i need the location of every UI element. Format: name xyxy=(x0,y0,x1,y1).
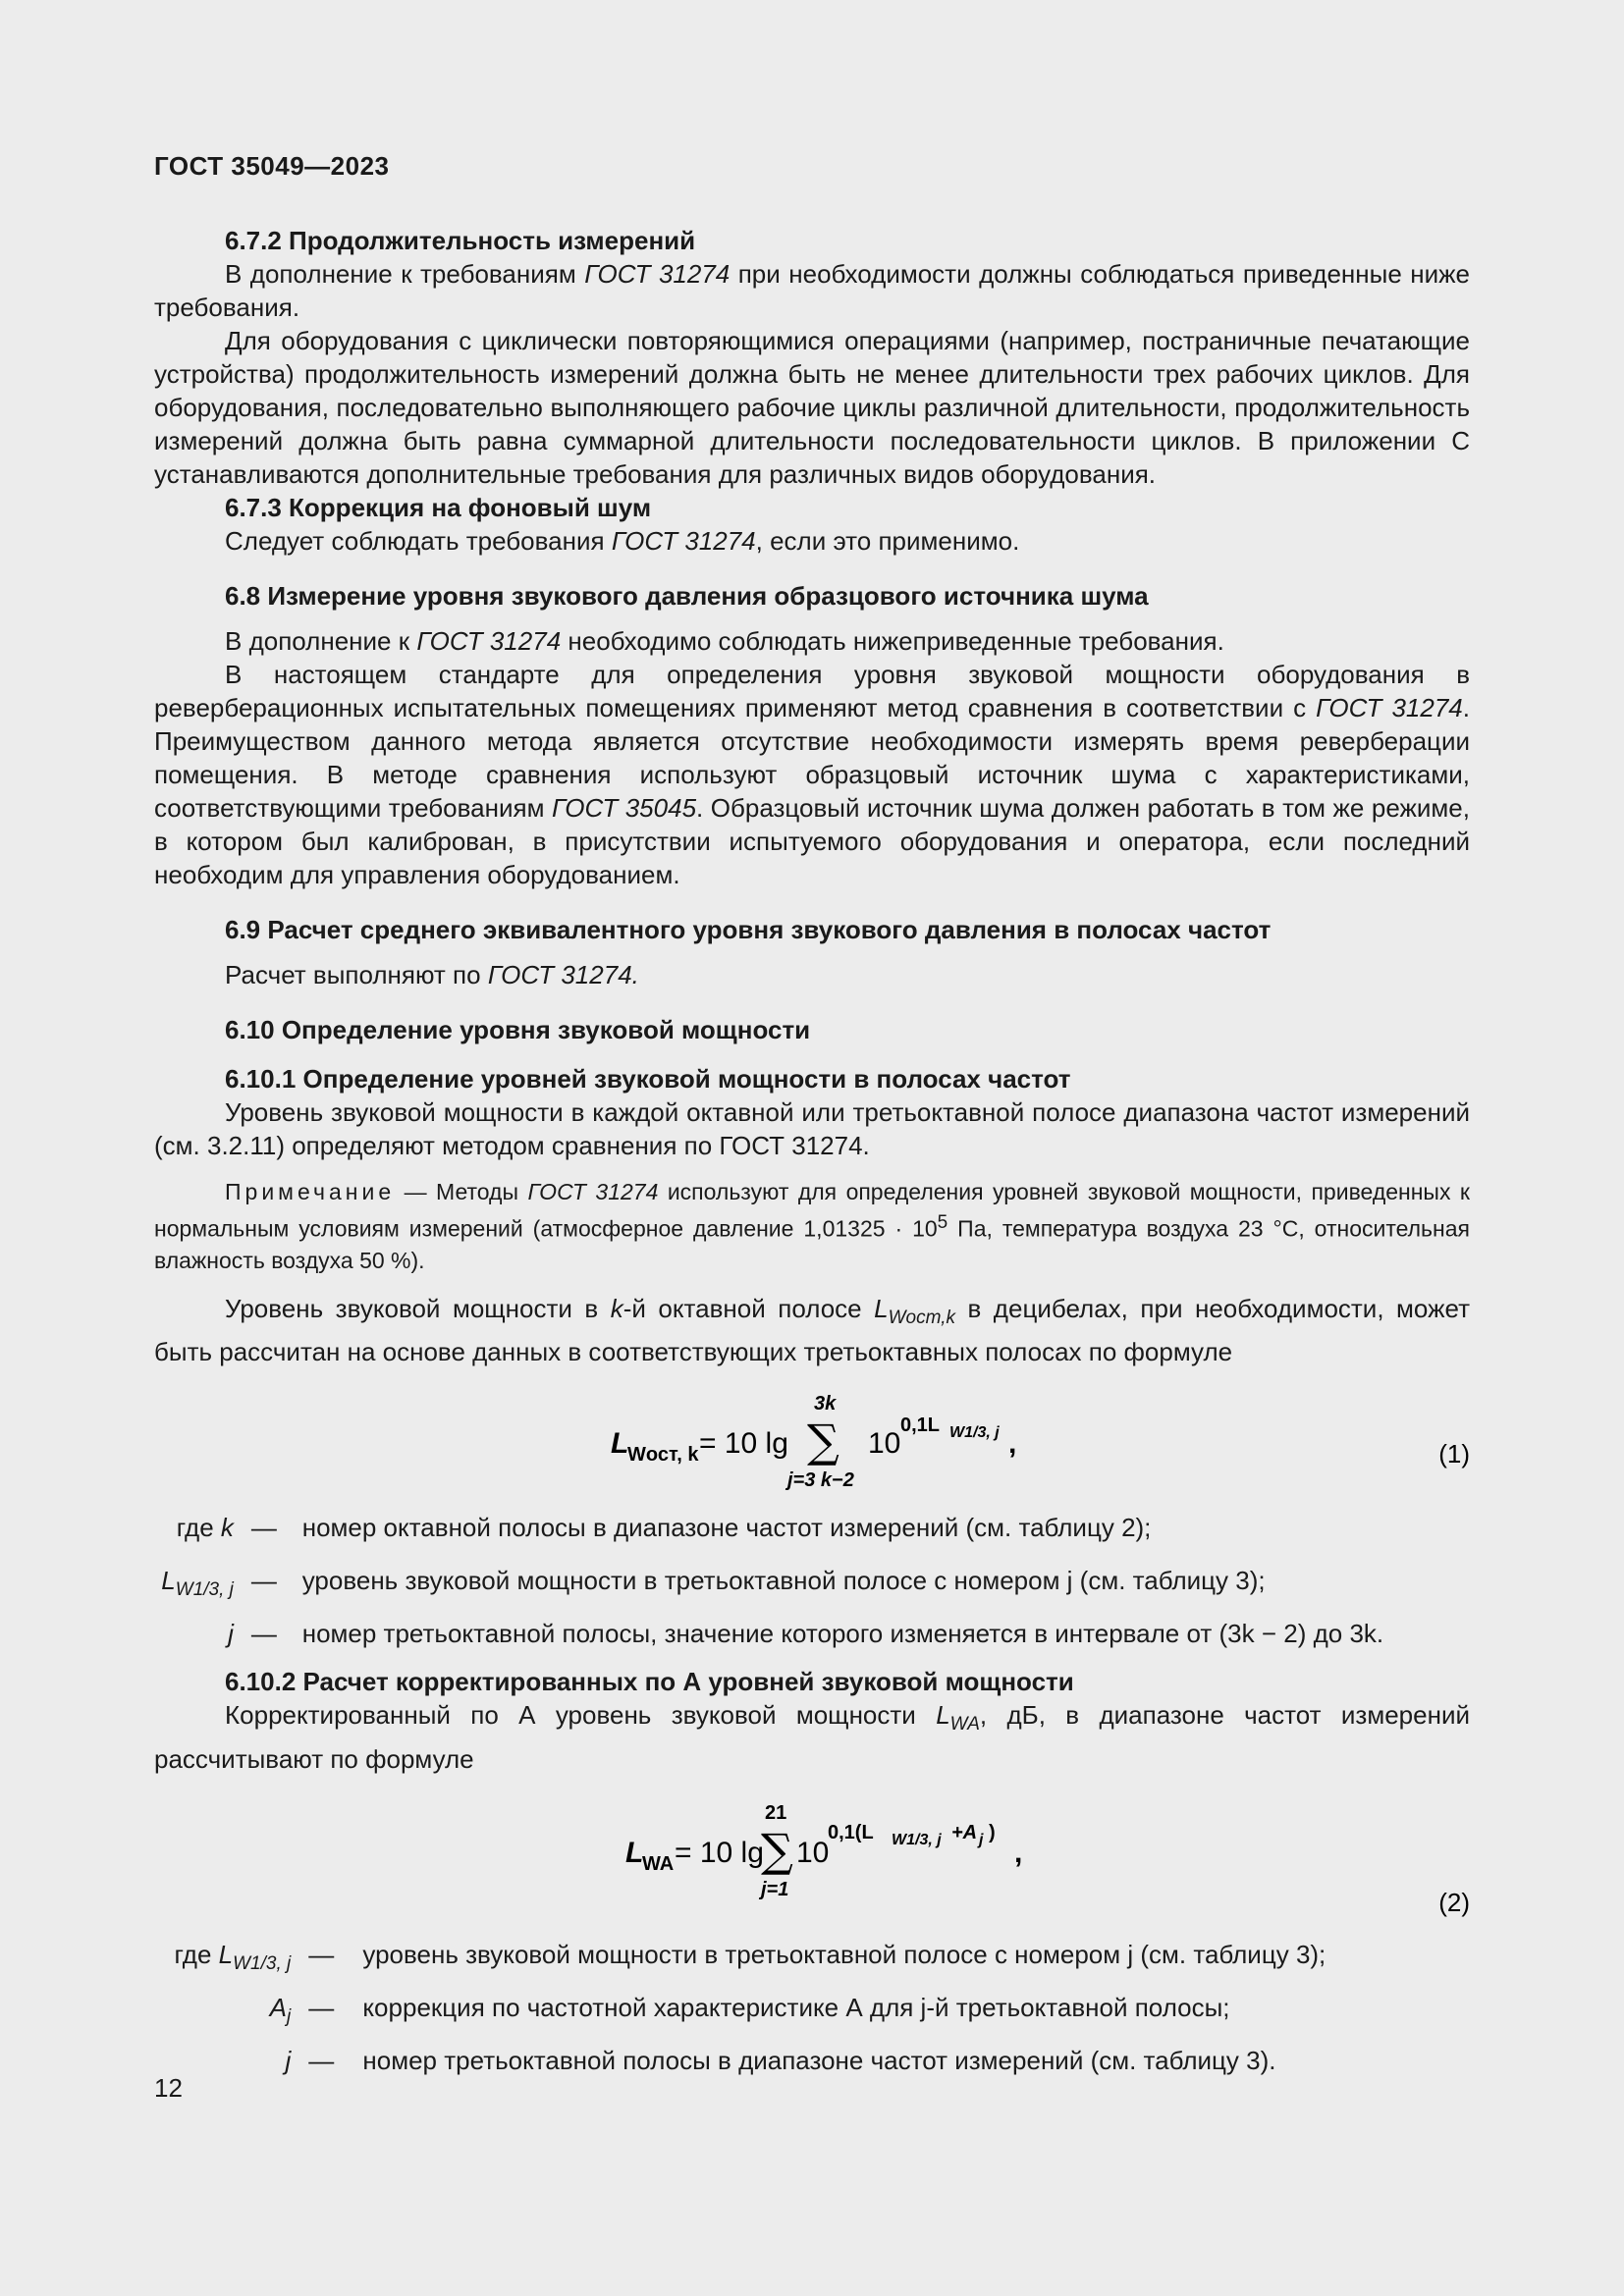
paragraph: В дополнение к ГОСТ 31274 необходимо соблюдать нижеприведенные требования. xyxy=(225,626,1224,656)
definition-dash: — xyxy=(250,1566,277,1596)
standard-reference: ГОСТ 31274. xyxy=(487,960,639,989)
definition-text: номер третьоктавной полосы, значение которого изменяется в интервале от (3k − 2) до 3k. xyxy=(301,1619,1384,1649)
formula-base: 10 xyxy=(796,1836,830,1869)
formula-lhs-symbol: L xyxy=(611,1426,629,1460)
definition-dash: — xyxy=(308,2045,335,2075)
formula-exponent-subscript: W1/3, j xyxy=(892,1831,942,1848)
formula-equals: = 10 lg xyxy=(699,1426,788,1460)
formula-exponent-correction-subscript: j xyxy=(979,1831,984,1848)
heading-6-7-2: 6.7.2 Продолжительность измерений xyxy=(225,226,696,255)
definition-row xyxy=(154,1986,1470,2039)
definition-text: уровень звуковой мощности в третьоктавной полосе с номером j (см. таблицу 3); xyxy=(301,1566,1266,1596)
formula-number: (1) xyxy=(1438,1438,1470,1468)
paragraph: В дополнение к требованиям ГОСТ 31274 при необходимости должны соблюдаться приведенные ниже требования. xyxy=(154,259,1470,322)
definition-text: номер октавной полосы в диапазоне частот измерений (см. таблицу 2); xyxy=(301,1512,1152,1542)
formula-exponent-paren: ) xyxy=(989,1821,996,1843)
definition-dash: — xyxy=(308,1992,335,2022)
definition-dash: — xyxy=(250,1619,277,1649)
sum-lower-limit: j=3 k−2 xyxy=(787,1468,854,1491)
sum-symbol: ∑ xyxy=(761,1823,793,1877)
formula-2 xyxy=(154,1786,1470,1923)
formula-exponent: 0,1(L xyxy=(828,1821,874,1843)
heading-6-10: 6.10 Определение уровня звуковой мощности xyxy=(225,1015,811,1044)
definition-symbol: j xyxy=(228,1619,234,1649)
standard-reference: ГОСТ 31274 xyxy=(611,526,756,556)
sum-upper-limit: 21 xyxy=(765,1801,787,1824)
page-number: 12 xyxy=(154,2073,183,2103)
definition-row xyxy=(154,2039,1470,2092)
definition-symbol: где k xyxy=(176,1512,234,1542)
formula-1-graphic xyxy=(154,1378,1470,1496)
formula-comma: , xyxy=(1008,1426,1017,1460)
formula-exponent-correction: +A xyxy=(951,1821,978,1843)
note-label: Примечание xyxy=(225,1179,396,1204)
formula-lhs-subscript: Wост, k xyxy=(627,1443,699,1466)
standard-reference: ГОСТ 35045 xyxy=(551,793,697,823)
paragraph: Уровень звуковой мощности в k-й октавной полосе $L_{Wост,k}$ в децибелах, при необходимости, может быть рассчитан на основе данных в соответствующих третьоктавных полосах по формуле xyxy=(154,1293,1470,1366)
heading-6-10-1: 6.10.1 Определение уровней звуковой мощности в полосах частот xyxy=(225,1064,1071,1094)
formula-equals: = 10 lg xyxy=(675,1836,764,1869)
paragraph: В настоящем стандарте для определения уровня звуковой мощности оборудования в реверберационных испытательных помещениях применяют метод сравнения в соответствии с ГОСТ 31274. Преимуществом данного метода является отсутствие необходимости измерять время реверберации помещения. В методе сравнения используют образцовый источник шума с характеристиками, соответствующими требованиям ГОСТ 35045. Образцовый источник шума должен работать в том же режиме, в котором был калиброван, в присутствии испытуемого оборудования и оператора, если последний необходим для управления оборудованием. xyxy=(154,660,1470,889)
formula-lhs-symbol: L xyxy=(625,1836,644,1869)
definition-row xyxy=(154,1933,1470,1986)
note: Примечание — Методы ГОСТ 31274 используют для определения уровней звуковой мощности, приведенных к нормальным условиям измерений (атмосферное давление $1,01325 \cdot 10^5$ Па, температура воздуха 23 °С, относительная влажность воздуха 50 %). xyxy=(154,1179,1470,1273)
definition-symbol: j xyxy=(285,2045,292,2075)
definition-text: уровень звуковой мощности в третьоктавной полосе с номером j (см. таблицу 3); xyxy=(362,1939,1326,1969)
definition-dash: — xyxy=(250,1512,277,1542)
paragraph: Уровень звуковой мощности в каждой октавной или третьоктавной полосе диапазона частот измерений (см. 3.2.11) определяют методом сравнения по ГОСТ 31274. xyxy=(154,1097,1470,1160)
paragraph: Расчет выполняют по ГОСТ 31274. xyxy=(225,960,639,989)
heading-6-7-3: 6.7.3 Коррекция на фоновый шум xyxy=(225,493,652,522)
sum-symbol: ∑ xyxy=(807,1414,839,1468)
formula-exponent-subscript: W1/3, j xyxy=(949,1423,1000,1441)
formula-2-graphic xyxy=(154,1786,1470,1923)
definitions-2 xyxy=(154,1933,1470,2093)
paragraph: Для оборудования с циклически повторяющимися операциями (например, постраничные печатающие устройства) продолжительность измерений должна быть не менее длительности трех рабочих циклов. Для оборудования, последовательно выполняющего рабочие циклы различной длительности, продолжительность измерений должна быть равна суммарной длительности последовательности циклов. В приложении С устанавливаются дополнительные требования для различных видов оборудования. xyxy=(154,326,1470,489)
paragraph: Следует соблюдать требования ГОСТ 31274, если это применимо. xyxy=(225,526,1020,556)
definition-symbol: $L_{W1/3, j}$ xyxy=(161,1566,234,1601)
document-body xyxy=(154,224,1470,2092)
heading-6-9: 6.9 Расчет среднего эквивалентного уровня звукового давления в полосах частот xyxy=(225,915,1272,944)
standard-reference: ГОСТ 31274 xyxy=(584,259,731,289)
standard-reference: ГОСТ 31274 xyxy=(527,1179,659,1204)
paragraph: Корректированный по А уровень звуковой мощности $L_{WA}$, дБ, в диапазоне частот измерений рассчитывают по формуле xyxy=(154,1700,1470,1774)
heading-6-10-2: 6.10.2 Расчет корректированных по А уровней звуковой мощности xyxy=(225,1667,1074,1697)
definition-symbol: $A_j$ xyxy=(269,1992,292,2027)
heading-6-8: 6.8 Измерение уровня звукового давления образцового источника шума xyxy=(225,581,1149,611)
formula-comma: , xyxy=(1014,1836,1023,1869)
definition-dash: — xyxy=(308,1939,335,1969)
formula-base: 10 xyxy=(868,1426,901,1460)
sum-upper-limit: 3k xyxy=(814,1392,837,1415)
definition-row xyxy=(154,1506,1470,1559)
standard-reference: ГОСТ 31274 xyxy=(416,626,562,656)
definition-row xyxy=(154,1612,1470,1665)
sum-lower-limit: j=1 xyxy=(761,1878,789,1900)
formula-exponent: 0,1L xyxy=(900,1414,941,1436)
definition-symbol: где $L_{W1/3, j}$ xyxy=(174,1939,292,1974)
definition-row xyxy=(154,1559,1470,1612)
document-header: ГОСТ 35049—2023 xyxy=(154,151,390,181)
definition-text: коррекция по частотной характеристике А для j-й третьоктавной полосы; xyxy=(362,1992,1230,2022)
definition-text: номер третьоктавной полосы в диапазоне частот измерений (см. таблицу 3). xyxy=(362,2045,1276,2075)
standard-reference: ГОСТ 31274 xyxy=(1316,693,1463,722)
formula-number: (2) xyxy=(1438,1887,1470,1917)
formula-lhs-subscript: WA xyxy=(642,1852,675,1875)
formula-1 xyxy=(154,1378,1470,1496)
definitions-1 xyxy=(154,1506,1470,1666)
